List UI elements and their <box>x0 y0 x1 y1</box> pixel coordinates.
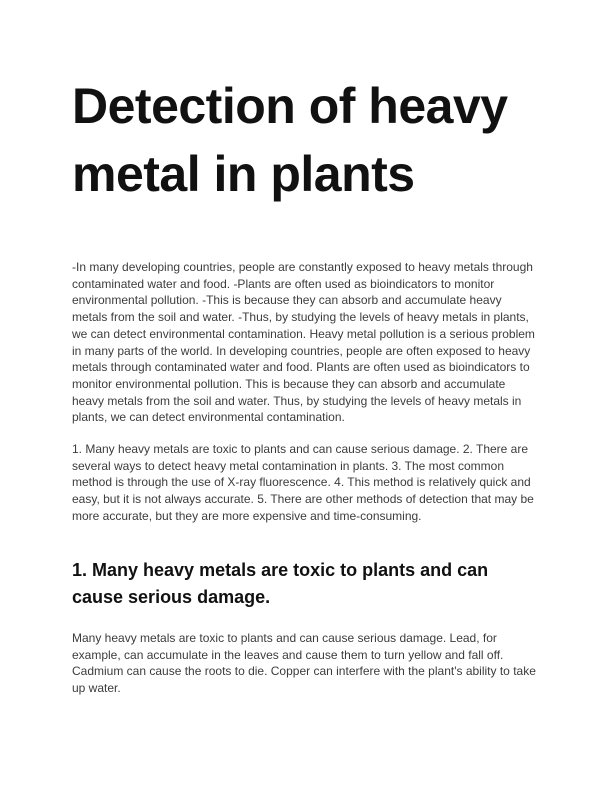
section-body: Many heavy metals are toxic to plants and can cause serious damage. Lead, for example, can accumulate in the leaves and cause them to turn yellow and fall off. Cadmium can cause the roots to die. Copper can interfere with the plant's ability to take up water. <box>72 631 536 696</box>
intro-paragraph: -In many developing countries, people are constantly exposed to heavy metals through contaminated water and food. -Plants are often used as bioindicators to monitor environmental pollution. -This is because they can absorb and accumulate heavy metals from the soil and water. -Thus, by studying the levels of heavy metals in plants, we can detect environmental contamination. Heavy metal pollution is a serious problem in many parts of the world. In developing countries, people are often exposed to heavy metals through contaminated water and food. Plants are often used as bioindicators to monitor environmental pollution. This is because they can absorb and accumulate heavy metals from the soil and water. Thus, by studying the levels of heavy metals in plants, we can detect environmental contamination. <box>72 260 535 425</box>
section-heading: 1. Many heavy metals are toxic to plants and can cause serious damage. <box>72 560 489 607</box>
summary-paragraph: 1. Many heavy metals are toxic to plants and can cause serious damage. 2. There are several ways to detect heavy metal contamination in plants. 3. The most common method is through the use of X-ray fluorescence. 4. This method is relatively quick and easy, but it is not always accurate. 5. There are other methods of detection that may be more accurate, but they are more expensive and time-consuming. <box>72 442 534 523</box>
page-title: Detection of heavy metal in plants <box>72 78 508 202</box>
